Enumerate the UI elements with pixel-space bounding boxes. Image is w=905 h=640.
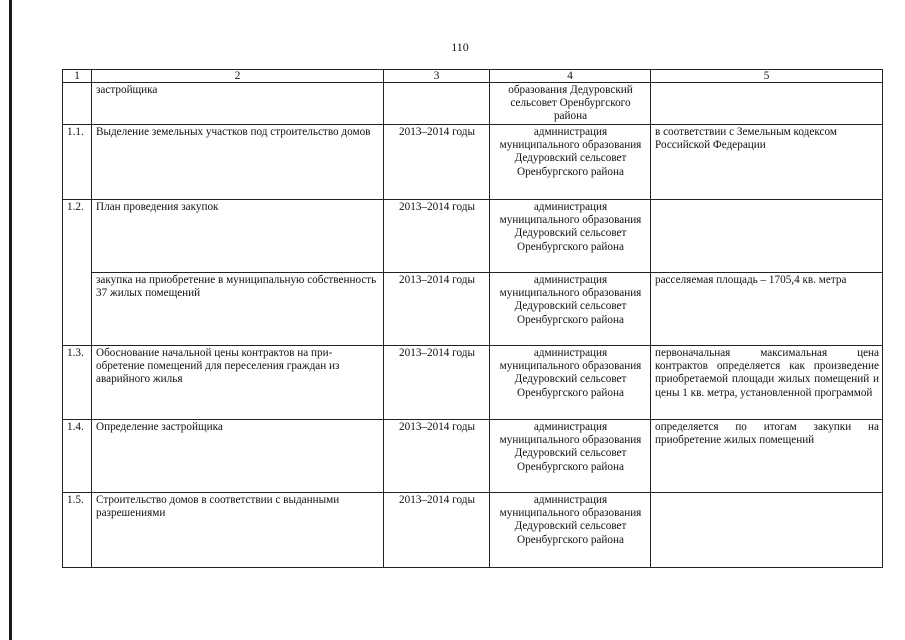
column-header: 2: [92, 70, 384, 83]
period-cell: 2013–2014 годы: [384, 493, 490, 568]
action-cell: закупка на приобретение в муниципальную собственность 37 жилых помещений: [92, 273, 384, 346]
period-cell: 2013–2014 годы: [384, 420, 490, 493]
table-row: [63, 420, 883, 493]
table-row: [63, 200, 883, 273]
row-number-cell: 1.2.: [63, 200, 92, 346]
row-number-cell: [63, 83, 92, 125]
note-cell: расселяемая площадь – 1705,4 кв. метра: [651, 273, 883, 346]
table-row: [63, 273, 883, 346]
document-table: [62, 69, 883, 568]
period-cell: [384, 83, 490, 125]
action-cell: Выделение земельных участков под строительство домов: [92, 125, 384, 200]
note-cell: [651, 493, 883, 568]
table-row: [63, 83, 883, 125]
action-cell: Строительство домов в соответствии с выданными разрешениями: [92, 493, 384, 568]
table-header-row: [63, 70, 883, 83]
column-header: 3: [384, 70, 490, 83]
executor-cell: образования Дедуровский сельсовет Оренбургского района: [490, 83, 651, 125]
row-number-cell: 1.1.: [63, 125, 92, 200]
executor-cell: администрация муниципального образования Дедуровский сельсовет Оренбургского района: [490, 420, 651, 493]
executor-cell: администрация муниципального образования Дедуровский сельсовет Оренбургского района: [490, 273, 651, 346]
column-header: 5: [651, 70, 883, 83]
note-cell: определяется по итогам закупки на приобретение жилых помещений: [651, 420, 883, 493]
note-cell: в соответствии с Земельным кодексом Российской Федерации: [651, 125, 883, 200]
action-cell: застройщика: [92, 83, 384, 125]
period-cell: 2013–2014 годы: [384, 200, 490, 273]
column-header: 1: [63, 70, 92, 83]
table-row: [63, 493, 883, 568]
table-row: [63, 125, 883, 200]
period-cell: 2013–2014 годы: [384, 125, 490, 200]
executor-cell: администрация муниципального образования Дедуровский сельсовет Оренбургского района: [490, 125, 651, 200]
period-cell: 2013–2014 годы: [384, 273, 490, 346]
executor-cell: администрация муниципального образования Дедуровский сельсовет Оренбургского района: [490, 493, 651, 568]
row-number-cell: 1.3.: [63, 346, 92, 420]
action-cell: Определение застройщика: [92, 420, 384, 493]
scan-edge-bar: [9, 0, 12, 640]
note-cell: [651, 83, 883, 125]
action-cell: План проведения закупок: [92, 200, 384, 273]
executor-cell: администрация муниципального образования Дедуровский сельсовет Оренбургского района: [490, 346, 651, 420]
page-number: 110: [451, 40, 469, 54]
row-number-cell: 1.5.: [63, 493, 92, 568]
period-cell: 2013–2014 годы: [384, 346, 490, 420]
column-header: 4: [490, 70, 651, 83]
note-cell: первоначальная максимальная цена контрактов определяется как произведение приобретаемой площади жилых помещений и цены 1 кв. метра, установленной программой: [651, 346, 883, 420]
action-cell: Обоснование начальной цены контрактов на при-обретение помещений для переселения граждан из аварийного жилья: [92, 346, 384, 420]
table-row: [63, 346, 883, 420]
note-cell: [651, 200, 883, 273]
executor-cell: администрация муниципального образования Дедуровский сельсовет Оренбургского района: [490, 200, 651, 273]
row-number-cell: 1.4.: [63, 420, 92, 493]
